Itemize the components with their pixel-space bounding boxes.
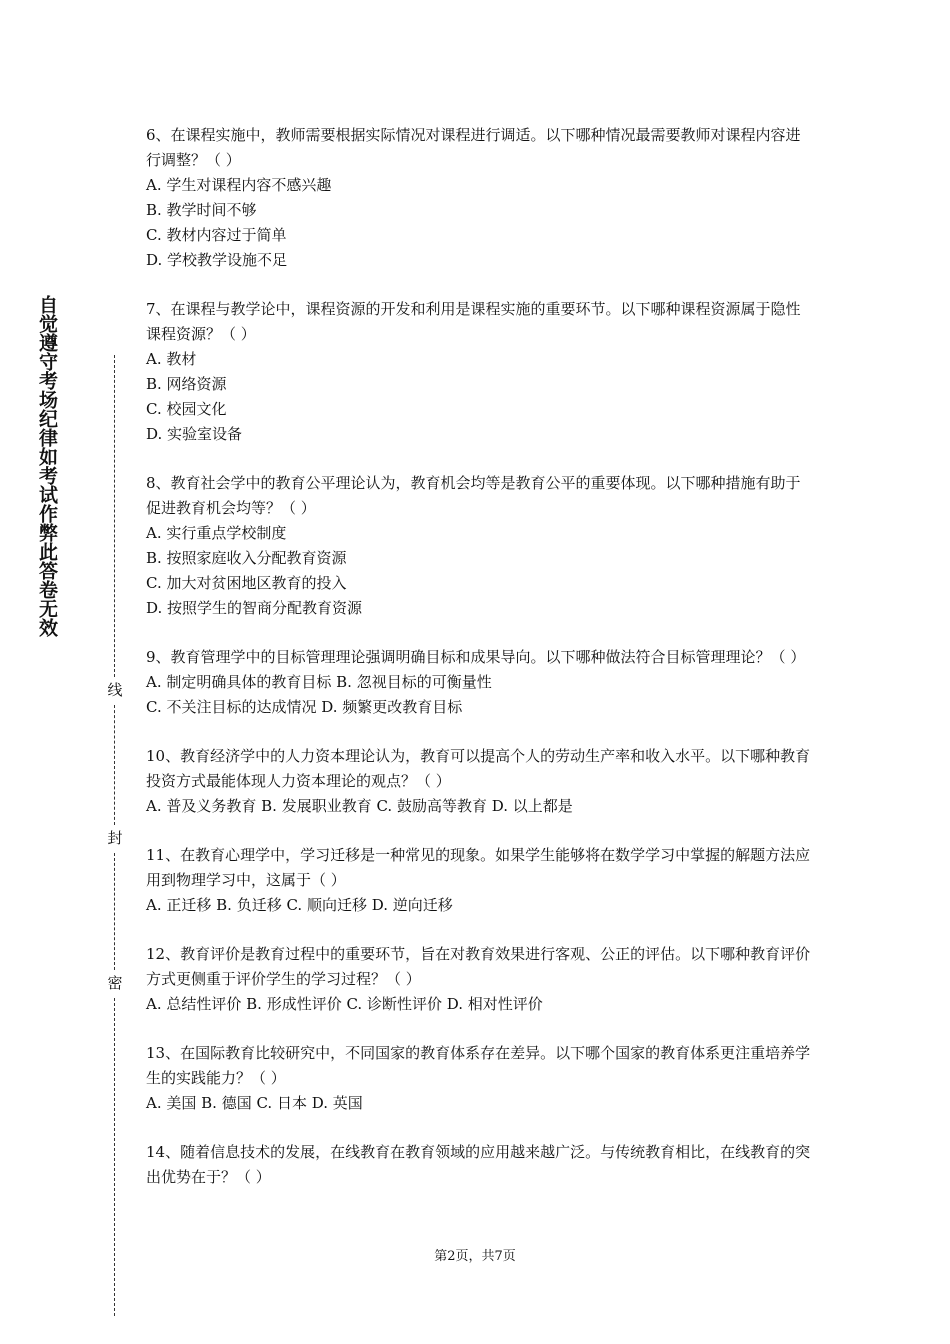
question-9 [146, 645, 811, 720]
question-8 [146, 471, 811, 621]
question-14 [146, 1140, 811, 1190]
option-a: A. 教材 [146, 350, 197, 368]
question-7 [146, 297, 811, 447]
option-c: C. 教材内容过于简单 [146, 226, 287, 244]
option-b: B. 网络资源 [146, 375, 227, 393]
option-d: D. 实验室设备 [146, 425, 243, 443]
binding-line-segment [114, 853, 115, 970]
exam-discipline-notice: 自觉遵守考场纪律如考试作弊此答卷无效 [36, 295, 58, 637]
option-c: C. 校园文化 [146, 400, 227, 418]
options-line: A. 制定明确具体的教育目标 B. 忽视目标的可衡量性 [146, 673, 492, 691]
option-c: C. 加大对贫困地区教育的投入 [146, 574, 347, 592]
question-11 [146, 843, 811, 918]
options-line: C. 不关注目标的达成情况 D. 频繁更改教育目标 [146, 698, 463, 716]
binding-label-secret: 密 [105, 973, 125, 993]
option-b: B. 按照家庭收入分配教育资源 [146, 549, 347, 567]
options-line: A. 美国 B. 德国 C. 日本 D. 英国 [146, 1094, 363, 1112]
question-stem: 12、教育评价是教育过程中的重要环节，旨在对教育效果进行客观、公正的评估。以下哪种教育评价方式更侧重于评价学生的学习过程？（ ） [146, 945, 811, 988]
question-13 [146, 1041, 811, 1116]
option-b: B. 教学时间不够 [146, 201, 257, 219]
binding-line-segment [114, 355, 115, 677]
question-stem: 7、在课程与教学论中，课程资源的开发和利用是课程实施的重要环节。以下哪种课程资源属于隐性课程资源？（ ） [146, 300, 801, 343]
option-d: D. 按照学生的智商分配教育资源 [146, 599, 363, 617]
question-10 [146, 744, 811, 819]
binding-label-seal: 封 [105, 828, 125, 848]
question-stem: 10、教育经济学中的人力资本理论认为，教育可以提高个人的劳动生产率和收入水平。以下哪种教育投资方式最能体现人力资本理论的观点？（ ） [146, 747, 811, 790]
option-a: A. 实行重点学校制度 [146, 524, 287, 542]
binding-line-segment [114, 998, 115, 1316]
question-list [146, 123, 811, 1214]
question-stem: 13、在国际教育比较研究中，不同国家的教育体系存在差异。以下哪个国家的教育体系更注重培养学生的实践能力？（ ） [146, 1044, 811, 1087]
option-d: D. 学校教学设施不足 [146, 251, 288, 269]
question-6 [146, 123, 811, 273]
question-stem: 11、在教育心理学中，学习迁移是一种常见的现象。如果学生能够将在数学学习中掌握的解题方法应用到物理学习中，这属于（ ） [146, 846, 811, 889]
options-line: A. 总结性评价 B. 形成性评价 C. 诊断性评价 D. 相对性评价 [146, 995, 543, 1013]
question-stem: 8、教育社会学中的教育公平理论认为，教育机会均等是教育公平的重要体现。以下哪种措施有助于促进教育机会均等？（ ） [146, 474, 801, 517]
option-a: A. 学生对课程内容不感兴趣 [146, 176, 332, 194]
binding-line-segment [114, 705, 115, 825]
question-stem: 14、随着信息技术的发展，在线教育在教育领域的应用越来越广泛。与传统教育相比，在线教育的突出优势在于？（ ） [146, 1143, 811, 1186]
page-number: 第2页，共7页 [434, 1249, 516, 1264]
question-12 [146, 942, 811, 1017]
question-stem: 6、在课程实施中，教师需要根据实际情况对课程进行调适。以下哪种情况最需要教师对课程内容进行调整？（ ） [146, 126, 801, 169]
options-line: A. 正迁移 B. 负迁移 C. 顺向迁移 D. 逆向迁移 [146, 896, 453, 914]
binding-label-line: 线 [105, 680, 125, 700]
question-stem: 9、教育管理学中的目标管理理论强调明确目标和成果导向。以下哪种做法符合目标管理理论？（ ） [146, 648, 806, 666]
options-line: A. 普及义务教育 B. 发展职业教育 C. 鼓励高等教育 D. 以上都是 [146, 797, 573, 815]
